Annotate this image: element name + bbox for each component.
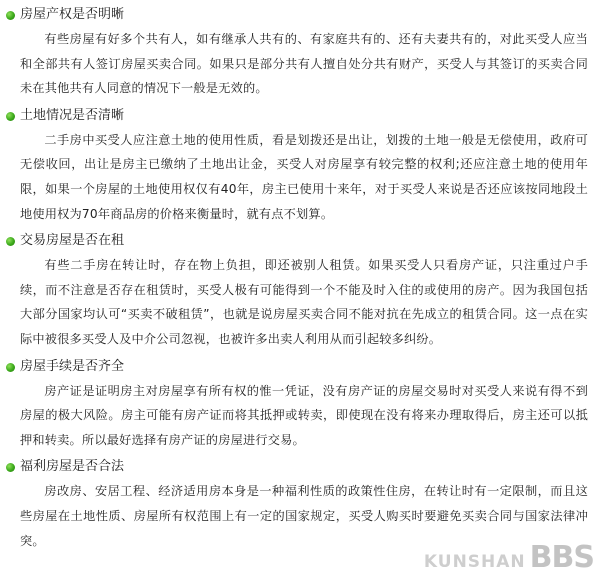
section-paragraph: 有些房屋有好多个共有人，如有继承人共有的、有家庭共有的、还有夫妻共有的，对此买受人应当和全部共有人签订房屋买卖合同。如果只是部分共有人擅自处分共有财产，买受人与其签订的买卖合同未在其他共有人同意的情况下一般是无效的。 xyxy=(20,32,588,96)
heading-text: 土地情况是否清晰 xyxy=(20,107,125,123)
section-paragraph: 有些二手房在转让时，存在物上负担，即还被别人租赁。如果买受人只看房产证，只注重过户手续，而不注意是否存在租赁时，买受人极有可能得到一个不能及时入住的或使用的房产。因为我国包括大部分国家均认可“买卖不破租赁”，也就是说房屋买卖合同不能对抗在先成立的租赁合同。这一点在实际中被很多买受人及中介公司忽视，也被许多出卖人利用从而引起较多纠纷。 xyxy=(20,258,588,346)
heading-text: 房屋手续是否齐全 xyxy=(20,358,125,374)
heading-text: 交易房屋是否在租 xyxy=(20,233,125,249)
heading-text: 福利房屋是否合法 xyxy=(20,459,125,475)
section-land-status xyxy=(0,104,600,226)
green-bullet-icon xyxy=(6,112,15,121)
section-lease-status xyxy=(0,229,600,351)
section-heading xyxy=(0,3,600,27)
watermark-big-text: BBS xyxy=(529,540,594,575)
green-bullet-icon xyxy=(6,363,15,372)
section-paragraph: 房改房、安居工程、经济适用房本身是一种福利性质的政策性住房，在转让时有一定限制，而且这些房屋在土地性质、房屋所有权范围上有一定的国家规定，买受人购买时要避免买卖合同与国家法律冲突。 xyxy=(20,484,588,548)
watermark-small-text: KUNSHAN xyxy=(423,552,526,572)
section-heading xyxy=(0,104,600,128)
section-property-rights xyxy=(0,3,600,101)
section-documents xyxy=(0,355,600,453)
section-heading xyxy=(0,455,600,479)
section-heading xyxy=(0,229,600,253)
section-welfare-housing xyxy=(0,455,600,553)
green-bullet-icon xyxy=(6,463,15,472)
section-heading xyxy=(0,355,600,379)
section-paragraph: 二手房中买受人应注意土地的使用性质，看是划拨还是出让，划拨的土地一般是无偿使用，政府可无偿收回，出让是房主已缴纳了土地出让金，买受人对房屋享有较完整的权利;还应注意土地的使用年限，如果一个房屋的土地使用权仅有40年，房主已使用十来年，对于买受人来说是否还应该按同地段土地使用权为70年商品房的价格来衡量时，就有点不划算。 xyxy=(20,132,588,221)
heading-text: 房屋产权是否明晰 xyxy=(20,7,125,22)
section-paragraph: 房产证是证明房主对房屋享有所有权的惟一凭证，没有房产证的房屋交易时对买受人来说有得不到房屋的极大风险。房主可能有房产证而将其抵押或转卖，即使现在没有将来办理取得后，房主还可以抵押和转卖。所以最好选择有房产证的房屋进行交易。 xyxy=(20,383,588,447)
green-bullet-icon xyxy=(6,237,15,246)
green-bullet-icon xyxy=(6,11,15,20)
